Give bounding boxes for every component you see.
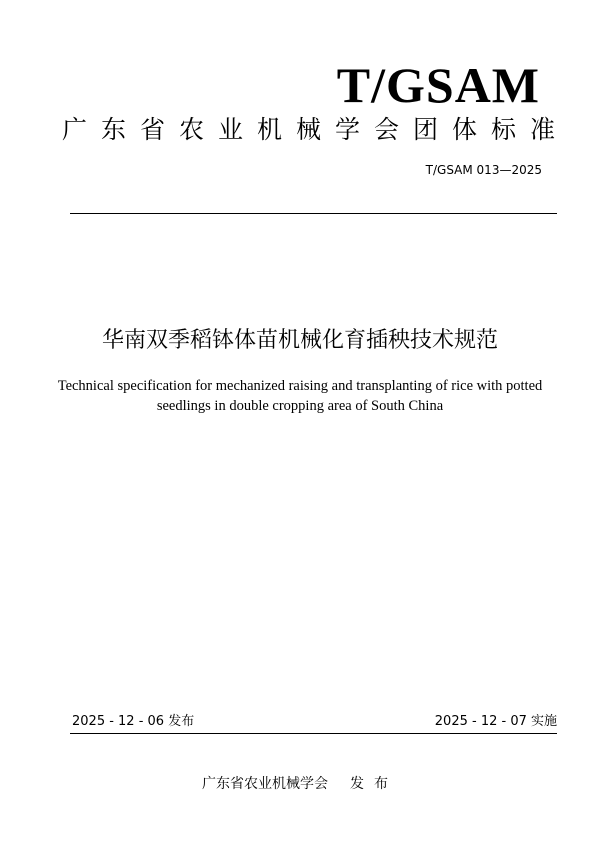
publisher-line	[180, 774, 420, 794]
english-title-line-2: seedlings in double cropping area of South China	[156, 398, 444, 414]
top-divider	[70, 213, 557, 214]
standard-number: T/GSAM 013—2025	[425, 163, 542, 177]
bottom-divider	[70, 733, 557, 734]
document-title-english	[40, 376, 560, 416]
english-title-line-1: Technical specification for mechanized raising and transplanting of rice with potted	[57, 378, 543, 394]
organization-standard-heading: 广东省农业机械学会团体标准	[62, 115, 570, 144]
publisher-name: 广东省农业机械学会	[202, 776, 328, 792]
document-title-chinese: 华南双季稻钵体苗机械化育插秧技术规范	[101, 328, 498, 353]
standard-logo: T/GSAM	[336, 57, 540, 113]
publisher-verb: 发布	[350, 776, 398, 792]
issue-date: 2025 - 12 - 06 发布	[72, 714, 195, 729]
implementation-date: 2025 - 12 - 07 实施	[434, 714, 557, 729]
